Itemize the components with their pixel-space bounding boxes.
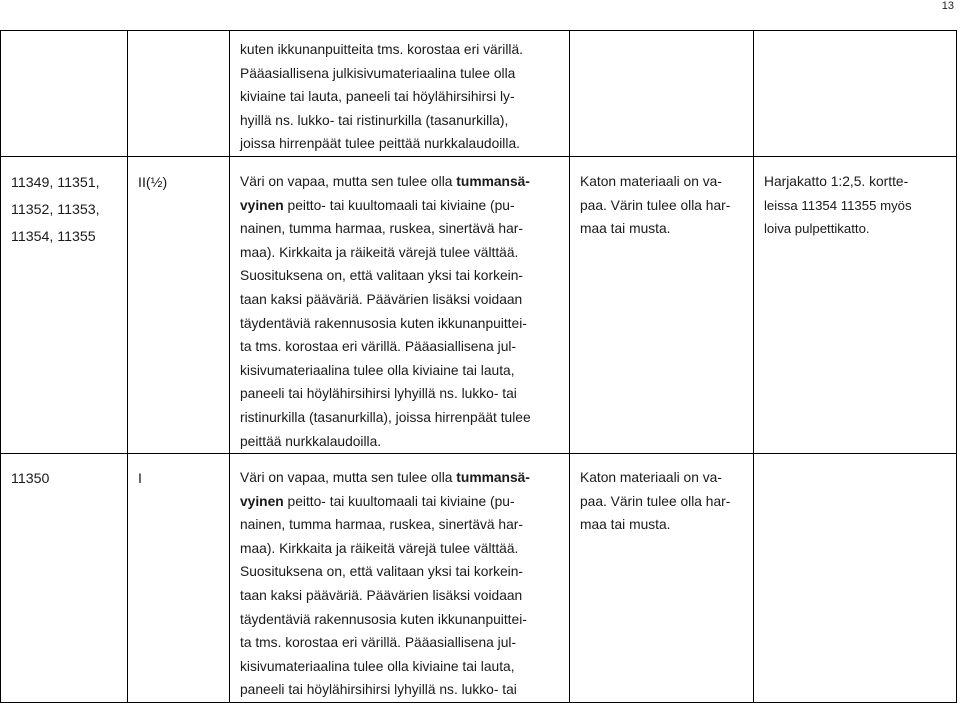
description-text: Väri on vapaa, mutta sen tulee olla xyxy=(240,470,457,486)
table-row xyxy=(1,156,957,453)
description-line xyxy=(240,466,564,490)
block-id: 11350 xyxy=(11,471,50,488)
description-text: Suosituksena on, että valitaan yksi tai korkein- xyxy=(240,564,523,580)
emphasis-text: tummansä- xyxy=(456,470,530,486)
description-line xyxy=(240,170,564,194)
description-text: kuten ikkunanpuitteita tms. korostaa eri värillä. xyxy=(240,42,523,57)
facade-description-cell xyxy=(230,156,570,453)
description-line xyxy=(240,241,564,265)
table-row xyxy=(1,454,957,703)
description-line xyxy=(240,513,564,537)
class-cell xyxy=(128,31,230,157)
description-text: ta tms. korostaa eri värillä. Pääasiallisena jul- xyxy=(240,635,517,651)
description-text: ta tms. korostaa eri värillä. Pääasiallisena jul- xyxy=(240,339,517,355)
description-line xyxy=(240,430,564,454)
class-cell xyxy=(128,156,230,453)
roof-material-cell xyxy=(570,156,754,453)
facade-description-cell xyxy=(230,454,570,703)
description-text: paneeli tai höylähirsihirsi lyhyillä ns. lukko- tai xyxy=(240,682,517,698)
description-text: maa). Kirkkaita ja räikeitä värejä tulee välttää. xyxy=(240,540,519,556)
roof-material-cell xyxy=(570,31,754,157)
description-line xyxy=(240,406,564,430)
block-id: 11352, 11353, xyxy=(11,201,100,218)
description-line xyxy=(240,288,564,312)
roof-shape-cell xyxy=(754,156,957,453)
block-id: 11349, 11351, xyxy=(11,174,100,191)
roof-line: maa tai musta. xyxy=(580,221,671,237)
description-line xyxy=(240,335,564,359)
description-text: kisivumateriaalina tulee olla kiviaine tai lauta, xyxy=(240,362,515,378)
description-text: Väri on vapaa, mutta sen tulee olla xyxy=(240,173,457,189)
description-line xyxy=(240,62,564,86)
roof-material-cell xyxy=(570,454,754,703)
block-ids-cell xyxy=(1,156,128,453)
roof-shape-line: loiva pulpettikatto. xyxy=(764,221,870,237)
roof-line: Katon materiaali on va- xyxy=(580,470,722,486)
block-ids-cell xyxy=(1,31,128,157)
roof-line: Katon materiaali on va- xyxy=(580,173,722,189)
description-text: Suosituksena on, että valitaan yksi tai korkein- xyxy=(240,268,523,284)
description-line xyxy=(240,132,564,156)
description-line xyxy=(240,382,564,406)
description-text: hyillä ns. lukko- tai ristinurkilla (tasanurkilla), xyxy=(240,112,509,128)
description-text: täydentäviä rakennusosia kuten ikkunanpuittei- xyxy=(240,315,527,331)
description-text: joissa hirrenpäät tulee peittää nurkkalaudoilla. xyxy=(240,136,520,152)
roof-line: paa. Värin tulee olla har- xyxy=(580,197,731,213)
description-line xyxy=(240,85,564,109)
description-line xyxy=(240,537,564,561)
table-row xyxy=(1,31,957,157)
description-line xyxy=(240,678,564,702)
class-cell xyxy=(128,454,230,703)
description-text: peitto- tai kuultomaali tai kiviaine (pu- xyxy=(283,493,515,509)
description-line xyxy=(240,217,564,241)
protection-class: II(½) xyxy=(138,174,168,191)
description-line xyxy=(240,560,564,584)
description-line xyxy=(240,608,564,632)
description-text: kisivumateriaalina tulee olla kiviaine tai lauta, xyxy=(240,658,515,674)
description-line xyxy=(240,359,564,383)
description-text: nainen, tumma harmaa, ruskea, sinertävä har- xyxy=(240,221,523,237)
emphasis-text: vyinen xyxy=(240,197,284,213)
roof-line: paa. Värin tulee olla har- xyxy=(580,493,731,509)
description-line xyxy=(240,312,564,336)
description-text: paneeli tai höylähirsihirsi lyhyillä ns. lukko- tai xyxy=(240,386,517,402)
description-text: nainen, tumma harmaa, ruskea, sinertävä har- xyxy=(240,517,523,533)
roof-shape-line: Harjakatto 1:2,5. kortte- xyxy=(764,173,909,189)
description-line xyxy=(240,264,564,288)
description-text: kiviaine tai lauta, paneeli tai höylähirsihirsi ly- xyxy=(240,89,515,105)
block-id: 11354, 11355 xyxy=(11,228,96,245)
emphasis-text: tummansä- xyxy=(456,173,530,189)
description-line xyxy=(240,584,564,608)
description-text: taan kaksi pääväriä. Päävärien lisäksi voidaan xyxy=(240,291,523,307)
description-line xyxy=(240,490,564,514)
description-line xyxy=(240,109,564,133)
block-ids-cell xyxy=(1,454,128,703)
description-text: taan kaksi pääväriä. Päävärien lisäksi voidaan xyxy=(240,588,523,604)
emphasis-text: vyinen xyxy=(240,493,284,509)
facade-description-cell xyxy=(230,31,570,157)
page-number: 13 xyxy=(941,0,954,12)
roof-shape-cell xyxy=(754,454,957,703)
description-line xyxy=(240,38,564,62)
protection-class: I xyxy=(138,471,142,488)
regulation-table xyxy=(0,30,957,703)
description-line xyxy=(240,631,564,655)
description-text: ristinurkilla (tasanurkilla), joissa hirrenpäät tulee xyxy=(240,409,531,425)
roof-line: maa tai musta. xyxy=(580,517,671,533)
description-line xyxy=(240,194,564,218)
description-text: maa). Kirkkaita ja räikeitä värejä tulee välttää. xyxy=(240,244,519,260)
description-text: täydentäviä rakennusosia kuten ikkunanpuittei- xyxy=(240,611,527,627)
roof-shape-cell xyxy=(754,31,957,157)
roof-shape-line: leissa 11354 11355 myös xyxy=(764,197,912,213)
description-text: peittää nurkkalaudoilla. xyxy=(240,433,382,449)
description-text: peitto- tai kuultomaali tai kiviaine (pu- xyxy=(283,197,515,213)
description-text: Pääasiallisena julkisivumateriaalina tulee olla xyxy=(240,65,516,81)
